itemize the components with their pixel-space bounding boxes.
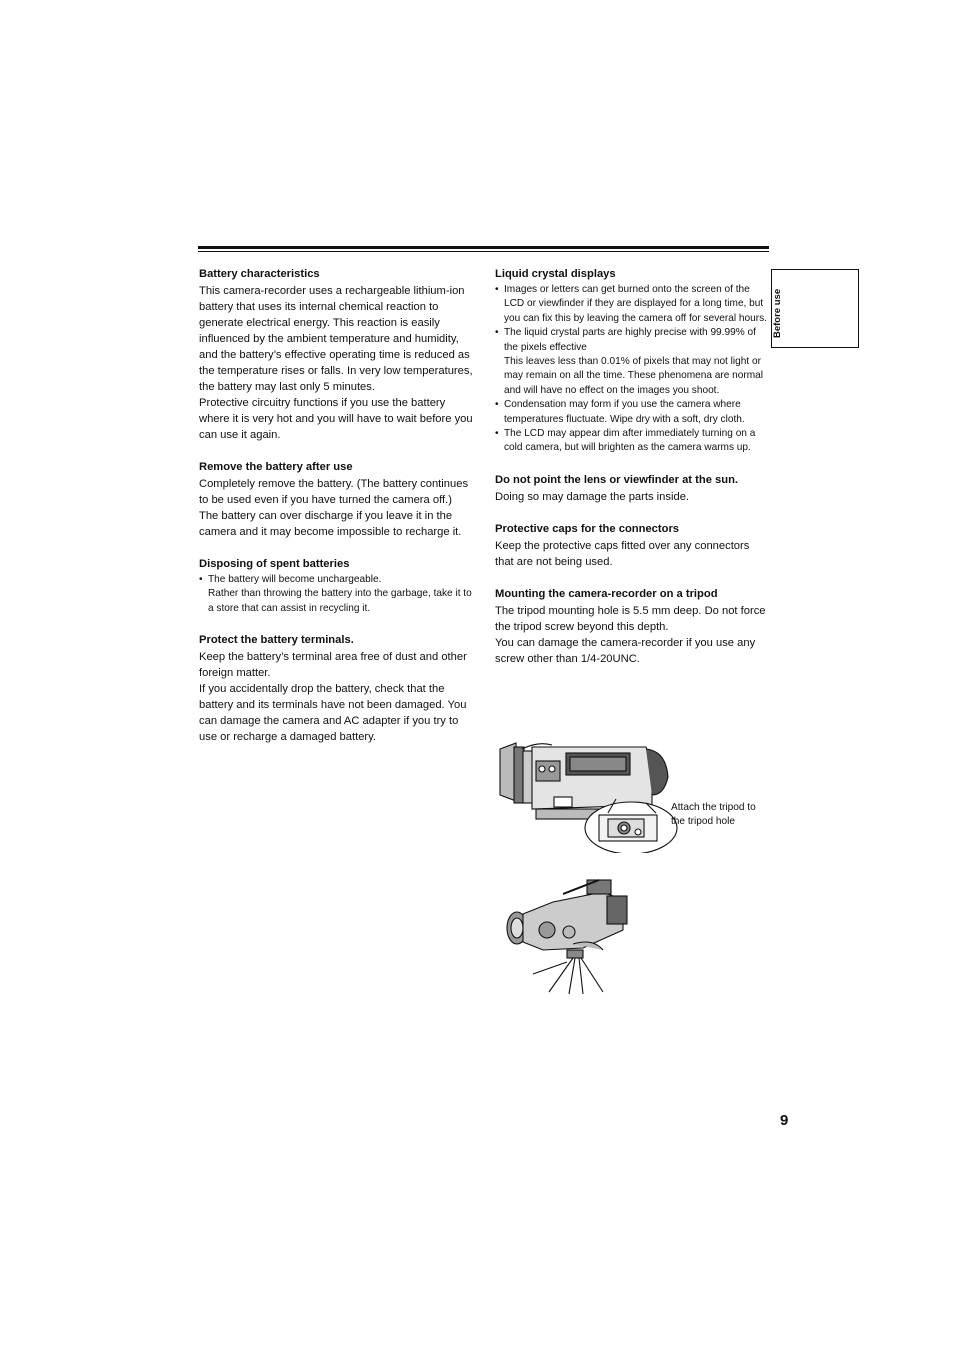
camera-on-tripod-illustration bbox=[503, 870, 633, 995]
lcd-bullet-3: • Condensation may form if you use the camera where temperatures fluctuate. Wipe dry with a soft, dry cloth. bbox=[495, 398, 770, 427]
disposing-bullet: • The battery will become unchargeable. bbox=[199, 573, 474, 587]
section-disposing bbox=[199, 556, 474, 616]
lcd-bullet-1: • Images or letters can get burned onto the screen of the LCD or viewfinder if they are displayed for a long time, but you can fix this by leaving the camera off for several hours. bbox=[495, 283, 770, 326]
heading-battery-characteristics: Battery characteristics bbox=[199, 268, 320, 280]
lcd-bullet-2 bbox=[495, 326, 770, 398]
left-column bbox=[199, 266, 474, 761]
battery-characteristics-text-2: Protective circuitry functions if you use the battery where it is very hot and you will have to wait before you can use it again. bbox=[199, 397, 473, 441]
heading-disposing: Disposing of spent batteries bbox=[199, 558, 350, 570]
lcd-bullet-2-text: The liquid crystal parts are highly precise with 99.99% of the pixels effective bbox=[504, 327, 756, 353]
header-rule-thin bbox=[198, 251, 769, 252]
section-lcd bbox=[495, 266, 770, 456]
caps-text: Keep the protective caps fitted over any connectors that are not being used. bbox=[495, 539, 750, 568]
heading-sun: Do not point the lens or viewfinder at the sun. bbox=[495, 473, 739, 486]
side-tab-label: Before use bbox=[772, 288, 783, 338]
heading-remove-battery: Remove the battery after use bbox=[199, 461, 353, 473]
section-protect-terminals bbox=[199, 632, 474, 745]
lcd-bullet-2-note: This leaves less than 0.01% of pixels that may not light or may remain on all the time. These phenomena are normal and will have no effect on the images you shoot. bbox=[504, 356, 764, 396]
battery-characteristics-text-1: This camera-recorder uses a rechargeable lithium-ion battery that uses its internal chemical reaction to generate electrical energy. This reaction is easily influenced by the ambient temperature and humidity, and the battery’s effective operating time is reduced as the temperature rises or falls. In very low temperatures, the battery may last only 5 minutes. bbox=[199, 285, 473, 393]
header-rule-thick bbox=[198, 246, 769, 249]
right-column bbox=[495, 266, 770, 683]
heading-lcd: Liquid crystal displays bbox=[495, 268, 616, 280]
sun-text: Doing so may damage the parts inside. bbox=[495, 490, 690, 503]
heading-tripod: Mounting the camera-recorder on a tripod bbox=[495, 587, 718, 600]
section-battery-characteristics bbox=[199, 266, 474, 443]
disposing-note: Rather than throwing the battery into the garbage, take it to a store that can assist in recycling it. bbox=[208, 588, 472, 614]
page-number: 9 bbox=[780, 1112, 789, 1129]
protect-terminals-text-2: If you accidentally drop the battery, check that the battery and its terminals have not been damaged. You can damage the camera and AC adapter if you try to use or recharge a damaged battery. bbox=[199, 683, 467, 744]
camera-underside-illustration bbox=[496, 733, 686, 853]
lcd-list bbox=[495, 283, 770, 456]
disposing-list bbox=[199, 573, 474, 587]
section-sun bbox=[495, 472, 770, 505]
lcd-bullet-4: • The LCD may appear dim after immediately turning on a cold camera, but will brighten as the camera warms up. bbox=[495, 427, 770, 456]
tripod-text-2: You can damage the camera-recorder if you use any screw other than 1/4-20UNC. bbox=[495, 636, 756, 665]
section-caps bbox=[495, 521, 770, 570]
heading-caps: Protective caps for the connectors bbox=[495, 522, 680, 535]
tripod-text-1: The tripod mounting hole is 5.5 mm deep. Do not force the tripod screw beyond this depth. bbox=[495, 604, 766, 633]
section-remove-battery bbox=[199, 459, 474, 540]
remove-battery-text: Completely remove the battery. (The battery continues to be used even if you have turned the camera off.) The battery can over discharge if you leave it in the camera and it may become impossible to recharge it. bbox=[199, 478, 469, 538]
protect-terminals-text-1: Keep the battery’s terminal area free of dust and other foreign matter. bbox=[199, 651, 467, 680]
heading-protect-terminals: Protect the battery terminals. bbox=[199, 634, 354, 647]
section-tripod bbox=[495, 586, 770, 667]
tripod-figure-caption: Attach the tripod to the tripod hole bbox=[671, 802, 756, 828]
